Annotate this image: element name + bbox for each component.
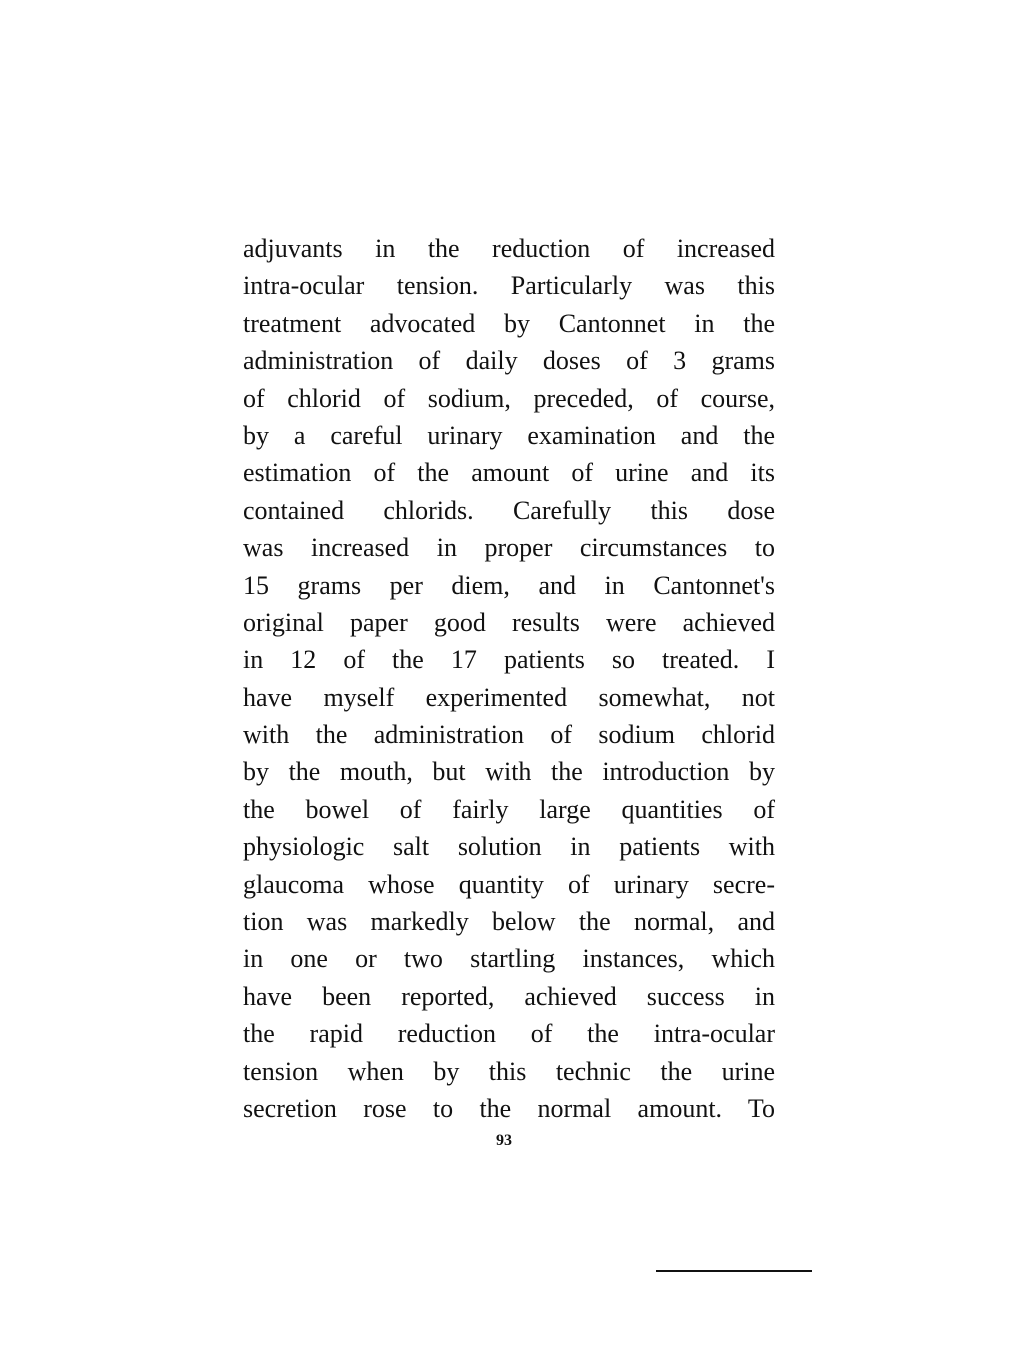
text-line: tension when by this technic the urine <box>243 1056 775 1086</box>
text-line: original paper good results were achieved <box>243 607 775 637</box>
text-line: physiologic salt solution in patients with <box>243 832 775 862</box>
footer-rule <box>656 1270 812 1272</box>
page-number: 93 <box>496 1132 512 1149</box>
text-line: intra-ocular tension. Particularly was this <box>243 271 775 301</box>
text-line: by the mouth, but with the introduction by <box>243 757 775 787</box>
text-line: in one or two startling instances, which <box>243 944 775 974</box>
text-line: in 12 of the 17 patients so treated. I <box>243 645 775 675</box>
text-line: adjuvants in the reduction of increased <box>243 234 775 263</box>
text-line: tion was markedly below the normal, and <box>243 907 775 937</box>
text-line: was increased in proper circumstances to <box>243 533 775 563</box>
text-line: administration of daily doses of 3 grams <box>243 346 775 376</box>
text-line: glaucoma whose quantity of urinary secre- <box>243 869 775 899</box>
body-text <box>243 230 775 1127</box>
text-line: estimation of the amount of urine and its <box>243 458 775 488</box>
text-line: have been reported, achieved success in <box>243 981 775 1011</box>
text-line: 15 grams per diem, and in Cantonnet's <box>243 570 775 600</box>
text-line: by a careful urinary examination and the <box>243 420 775 450</box>
text-line: secretion rose to the normal amount. To <box>243 1093 775 1123</box>
text-line: the rapid reduction of the intra-ocular <box>243 1019 775 1049</box>
text-line: treatment advocated by Cantonnet in the <box>243 308 775 338</box>
text-line: have myself experimented somewhat, not <box>243 682 775 712</box>
text-line: the bowel of fairly large quantities of <box>243 794 775 824</box>
text-line: with the administration of sodium chlorid <box>243 720 775 750</box>
text-line: contained chlorids. Carefully this dose <box>243 495 775 525</box>
text-line: of chlorid of sodium, preceded, of course, <box>243 383 775 413</box>
